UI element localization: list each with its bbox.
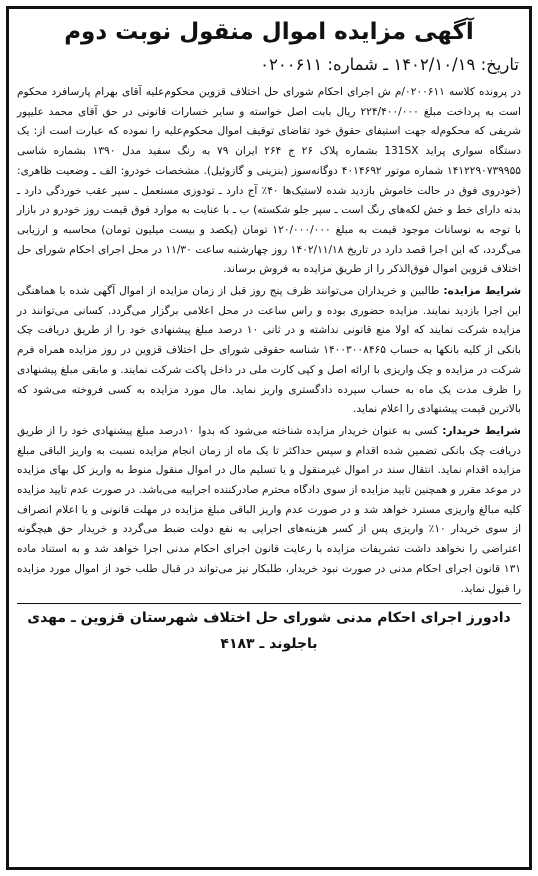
notice-body [17,83,521,599]
terms-label: شرایط مزایده: [443,285,521,298]
notice-frame [6,6,532,870]
notice-paragraph-terms [17,282,521,420]
notice-paragraph-buyer [17,422,521,599]
buyer-text: کسی به عنوان خریدار مزایده شناخته می‌شود که بدوا ۱۰درصد مبلغ پیشنهادی خود را از طریق دریافت چک بانکی تضمین شده اقدام و سپس حداکثر تا یک ماه از زمان انجام مزایده نسبت به واریز الباقی مبلغ مزایده اقدام نماید. انتقال سند در اموال غیرمنقول و یا تسلیم مال در اموال منقول منوط به واریز کل بهای مزایده در موعد مقرر و همچنین تایید مزایده از سوی دادگاه محترم صادرکننده اجراییه می‌باشد. در صورت عدم تایید مزایده کلیه مبالغ واریزی مسترد خواهد شد و در صورت عدم واریز الباقی مبلغ مزایده در مهلت قانونی و یا اعلام انصراف از سوی خریدار ۱۰٪ واریزی پس از کسر هزینه‌های اجرایی به نفع دولت ضبط می‌گردد و خریدار حق هیچگونه اعتراضی را نخواهد داشت تشریفات مزایده با رعایت قانون اجرای احکام مدنی اجرا خواهد شد و به استناد ماده ۱۳۱ قانون اجرای احکام مدنی در صورت نبود خریدار، طلبکار نیز می‌تواند در قبال طلب خود از اموال مورد مزایده را قبول نماید. [17,424,522,595]
buyer-label: شرایط خریدار: [442,424,521,437]
notice-signature: دادورز اجرای احکام مدنی شورای حل اختلاف شهرستان قزوین ـ مهدی باجلوند ـ ۴۱۸۳ [27,610,511,653]
notice-date-number: تاریخ: ۱۴۰۲/۱۰/۱۹ ـ شماره: ۰۲۰۰۶۱۱ [260,55,519,74]
notice-title: آگهی مزایده اموال منقول نوبت دوم [64,19,474,45]
terms-text: طالبین و خریداران می‌توانند ظرف پنج روز قبل از زمان مزایده از اموال آگهی شده با هماهنگی این اجرا بازدید نمایند. مزایده حضوری بوده و راس ساعت در محل اعلامی برگزار می‌گردد. کسانی می‌توانند در مزایده شرکت نمایند که اولا منع قانونی نداشته و در ثانی ۱۰ درصد مبلغ پیشنهادی خود را از طریق دریافت چک بانکی از کلیه بانکها به حساب ۱۴۰۰۳۰۰۸۴۶۵ شناسه حقوقی شورای حل اختلاف قزوین در روز مزایده همراه فرم شرکت در مزایده و چک واریزی با ارائه اصل و کپی کارت ملی در داخل پاکت شرکت نمایند. و مابقی مبلغ پیشنهادی را ظرف مدت یک ماه به حساب سپرده دادگستری واریز نماید. مال مورد مزایده به کسی فروخته می‌شود که بالاترین قیمت پیشنهادی را اعلام نماید. [17,285,521,416]
notice-paragraph-case: در پرونده کلاسه ۰۲۰۰۶۱۱/م ش اجرای احکام شورای حل اختلاف قزوین محکوم‌علیه آقای بهرام پارسافرد محکوم است به پرداخت مبلغ ۲۲۴/۴۰۰/۰۰۰ ریال بابت اصل خواسته و سایر خسارات قانونی در حق آقای محمد علیپور شریفی که محکوم‌له جهت استیفای حقوق خود تقاضای توقیف اموال محکوم‌علیه را نموده که عبارت است از: یک دستگاه سواری پراید 131SX بشماره پلاک ۲۶ ج ۲۶۴ ایران ۷۹ به رنگ سفید مدل ۱۳۹۰ بشماره شاسی ۱۴۱۲۲۹۰۷۳۹۹۵۵ شماره موتور ۴۰۱۴۶۹۲ دوگانه‌سوز (بنزینی و گازوئیل). مشخصات خودرو: الف ـ وضعیت ظاهری: (خودروی فوق در حالت خاموش بازدید شده لاستیک‌ها ۴۰٪ آج دارد ـ تودوزی مستعمل ـ سپر عقب خوردگی دارد ـ بدنه دارای خط و خش لکه‌های رنگ است ـ سپر جلو شکسته) ب ـ با عنایت به موارد فوق قیمت روز خودرو در بازار با توجه به نوسانات موجود قیمت به مبلغ ۱۲۰/۰۰۰/۰۰۰ تومان (یکصد و بیست میلیون تومان) محاسبه و ارزیابی می‌گردد، که این اجرا قصد دارد در تاریخ ۱۴۰۲/۱۱/۱۸ روز چهارشنبه ساعت ۱۱/۳۰ در محل اجرای احکام شورای حل اختلاف قزوین اموال فوق‌الذکر را از طریق مزایده به فروش برساند. [17,86,521,276]
